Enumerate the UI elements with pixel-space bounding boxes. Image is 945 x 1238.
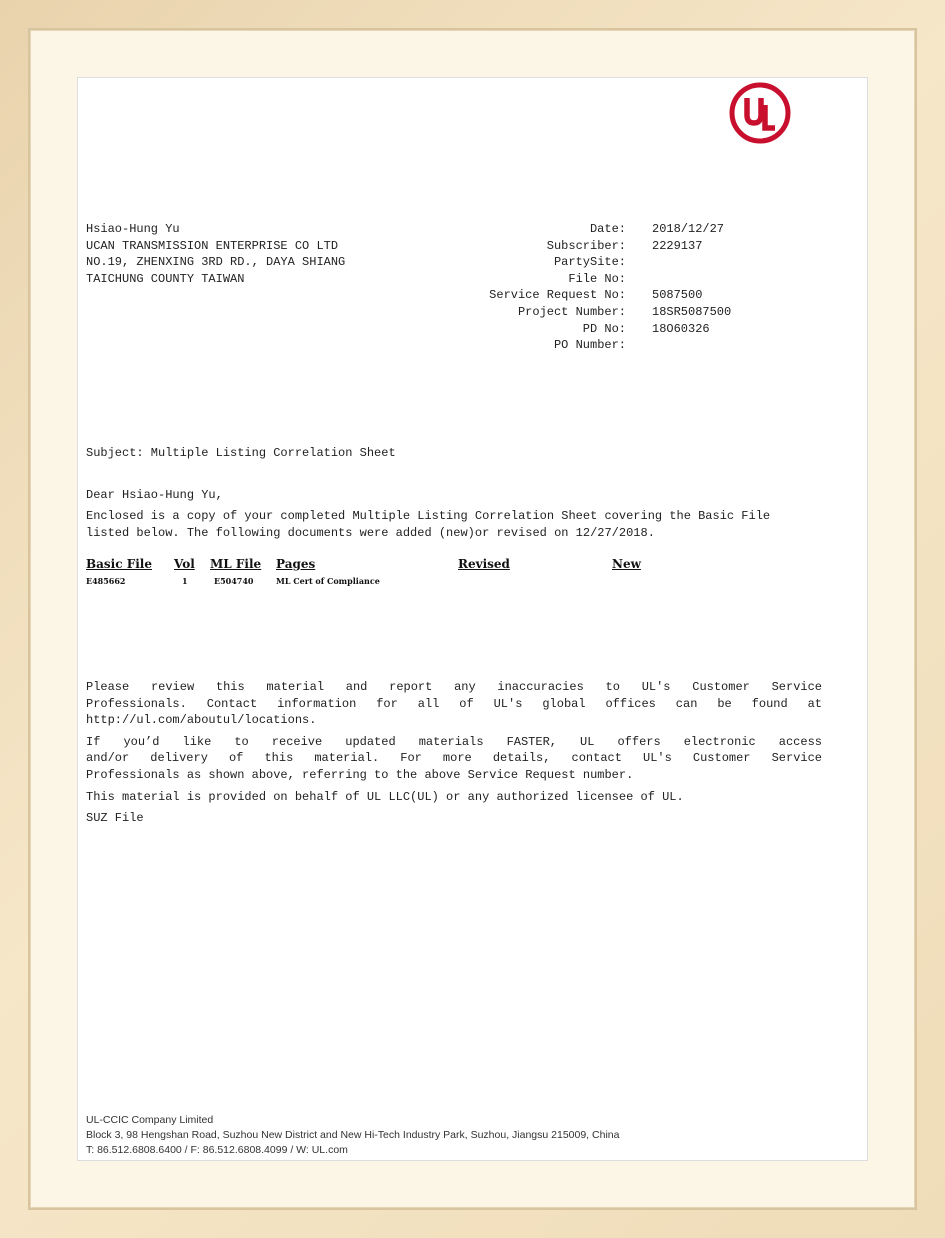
review-line: http://ul.com/aboutul/locations. <box>86 713 317 728</box>
ul-logo <box>728 81 792 145</box>
recipient-company: UCAN TRANSMISSION ENTERPRISE CO LTD <box>86 238 339 253</box>
recipient-address-line2: TAICHUNG COUNTY TAIWAN <box>86 271 245 286</box>
review-line: If you’d like to receive updated materials FASTER, UL offers electronic access <box>86 734 822 749</box>
review-paragraph-4: SUZ File <box>86 811 144 826</box>
footer-contact: T: 86.512.6808.6400 / F: 86.512.6808.4099 / W: UL.com <box>86 1144 348 1156</box>
review-section <box>86 679 822 832</box>
field-label: Date: <box>589 222 626 236</box>
field-value: 18SR5087500 <box>652 304 732 319</box>
field-label: PartySite: <box>553 255 626 270</box>
review-paragraph-3: This material is provided on behalf of UL LLC(UL) or any authorized licensee of UL. <box>86 789 684 804</box>
review-line: Professionals as shown above, referring to the above Service Request number. <box>86 767 634 782</box>
header-vol: Vol <box>174 557 195 571</box>
cell-vol: 1 <box>182 576 188 586</box>
document-page <box>77 77 868 1161</box>
field-row-po-number <box>458 337 778 354</box>
field-row-service-request <box>458 287 778 304</box>
cell-pages: ML Cert of Compliance <box>276 576 380 586</box>
review-paragraph-1 <box>86 679 822 729</box>
header-new: New <box>612 557 641 571</box>
cell-ml-file: E504740 <box>214 576 254 586</box>
cell-basic-file: E485662 <box>86 576 126 586</box>
field-row-date <box>458 221 778 238</box>
field-label: Project Number: <box>517 304 626 319</box>
field-value: 5087500 <box>652 288 703 303</box>
field-value: 2018/12/27 <box>652 222 725 236</box>
recipient-name: Hsiao-Hung Yu <box>86 222 180 236</box>
enclosed-paragraph <box>86 508 846 541</box>
header-ml-file: ML File <box>210 557 262 571</box>
review-line: Please review this material and report any inaccuracies to UL's Customer Service <box>86 680 822 694</box>
field-row-project-number <box>458 304 778 321</box>
review-line: Professionals. Contact information for all of UL's global offices can be found at <box>86 696 822 711</box>
header-revised: Revised <box>458 557 510 571</box>
field-label: Service Request No: <box>489 288 626 303</box>
footer-address: Block 3, 98 Hengshan Road, Suzhou New District and New Hi-Tech Industry Park, Suzhou, Jiangsu 215009, China <box>86 1129 620 1141</box>
field-label: File No: <box>568 271 626 286</box>
field-label: PD No: <box>582 321 626 336</box>
field-row-subscriber <box>458 238 778 255</box>
footer-company: UL-CCIC Company Limited <box>86 1114 214 1126</box>
subject-line: Subject: Multiple Listing Correlation Sheet <box>86 446 396 460</box>
field-value: 18O60326 <box>652 321 710 336</box>
header-basic-file: Basic File <box>86 557 152 571</box>
field-label: Subscriber: <box>546 238 626 253</box>
field-value: 2229137 <box>652 238 703 253</box>
review-line: and/or delivery of this material. For more details, contact UL's Customer Service <box>86 751 822 766</box>
review-paragraph-2 <box>86 734 822 784</box>
page-footer <box>86 1113 619 1158</box>
enclosed-line-2: listed below. The following documents were added (new)or revised on 12/27/2018. <box>86 525 655 540</box>
field-row-file-no <box>458 271 778 288</box>
field-row-pd-no <box>458 321 778 338</box>
enclosed-line-1: Enclosed is a copy of your completed Multiple Listing Correlation Sheet covering the Basic File <box>86 509 771 523</box>
field-row-partysite <box>458 254 778 271</box>
greeting: Dear Hsiao-Hung Yu, <box>86 488 223 502</box>
reference-fields <box>458 221 778 354</box>
recipient-address <box>86 221 345 287</box>
header-pages: Pages <box>276 557 316 571</box>
recipient-address-line1: NO.19, ZHENXING 3RD RD., DAYA SHIANG <box>86 255 346 270</box>
field-label: PO Number: <box>553 338 626 353</box>
